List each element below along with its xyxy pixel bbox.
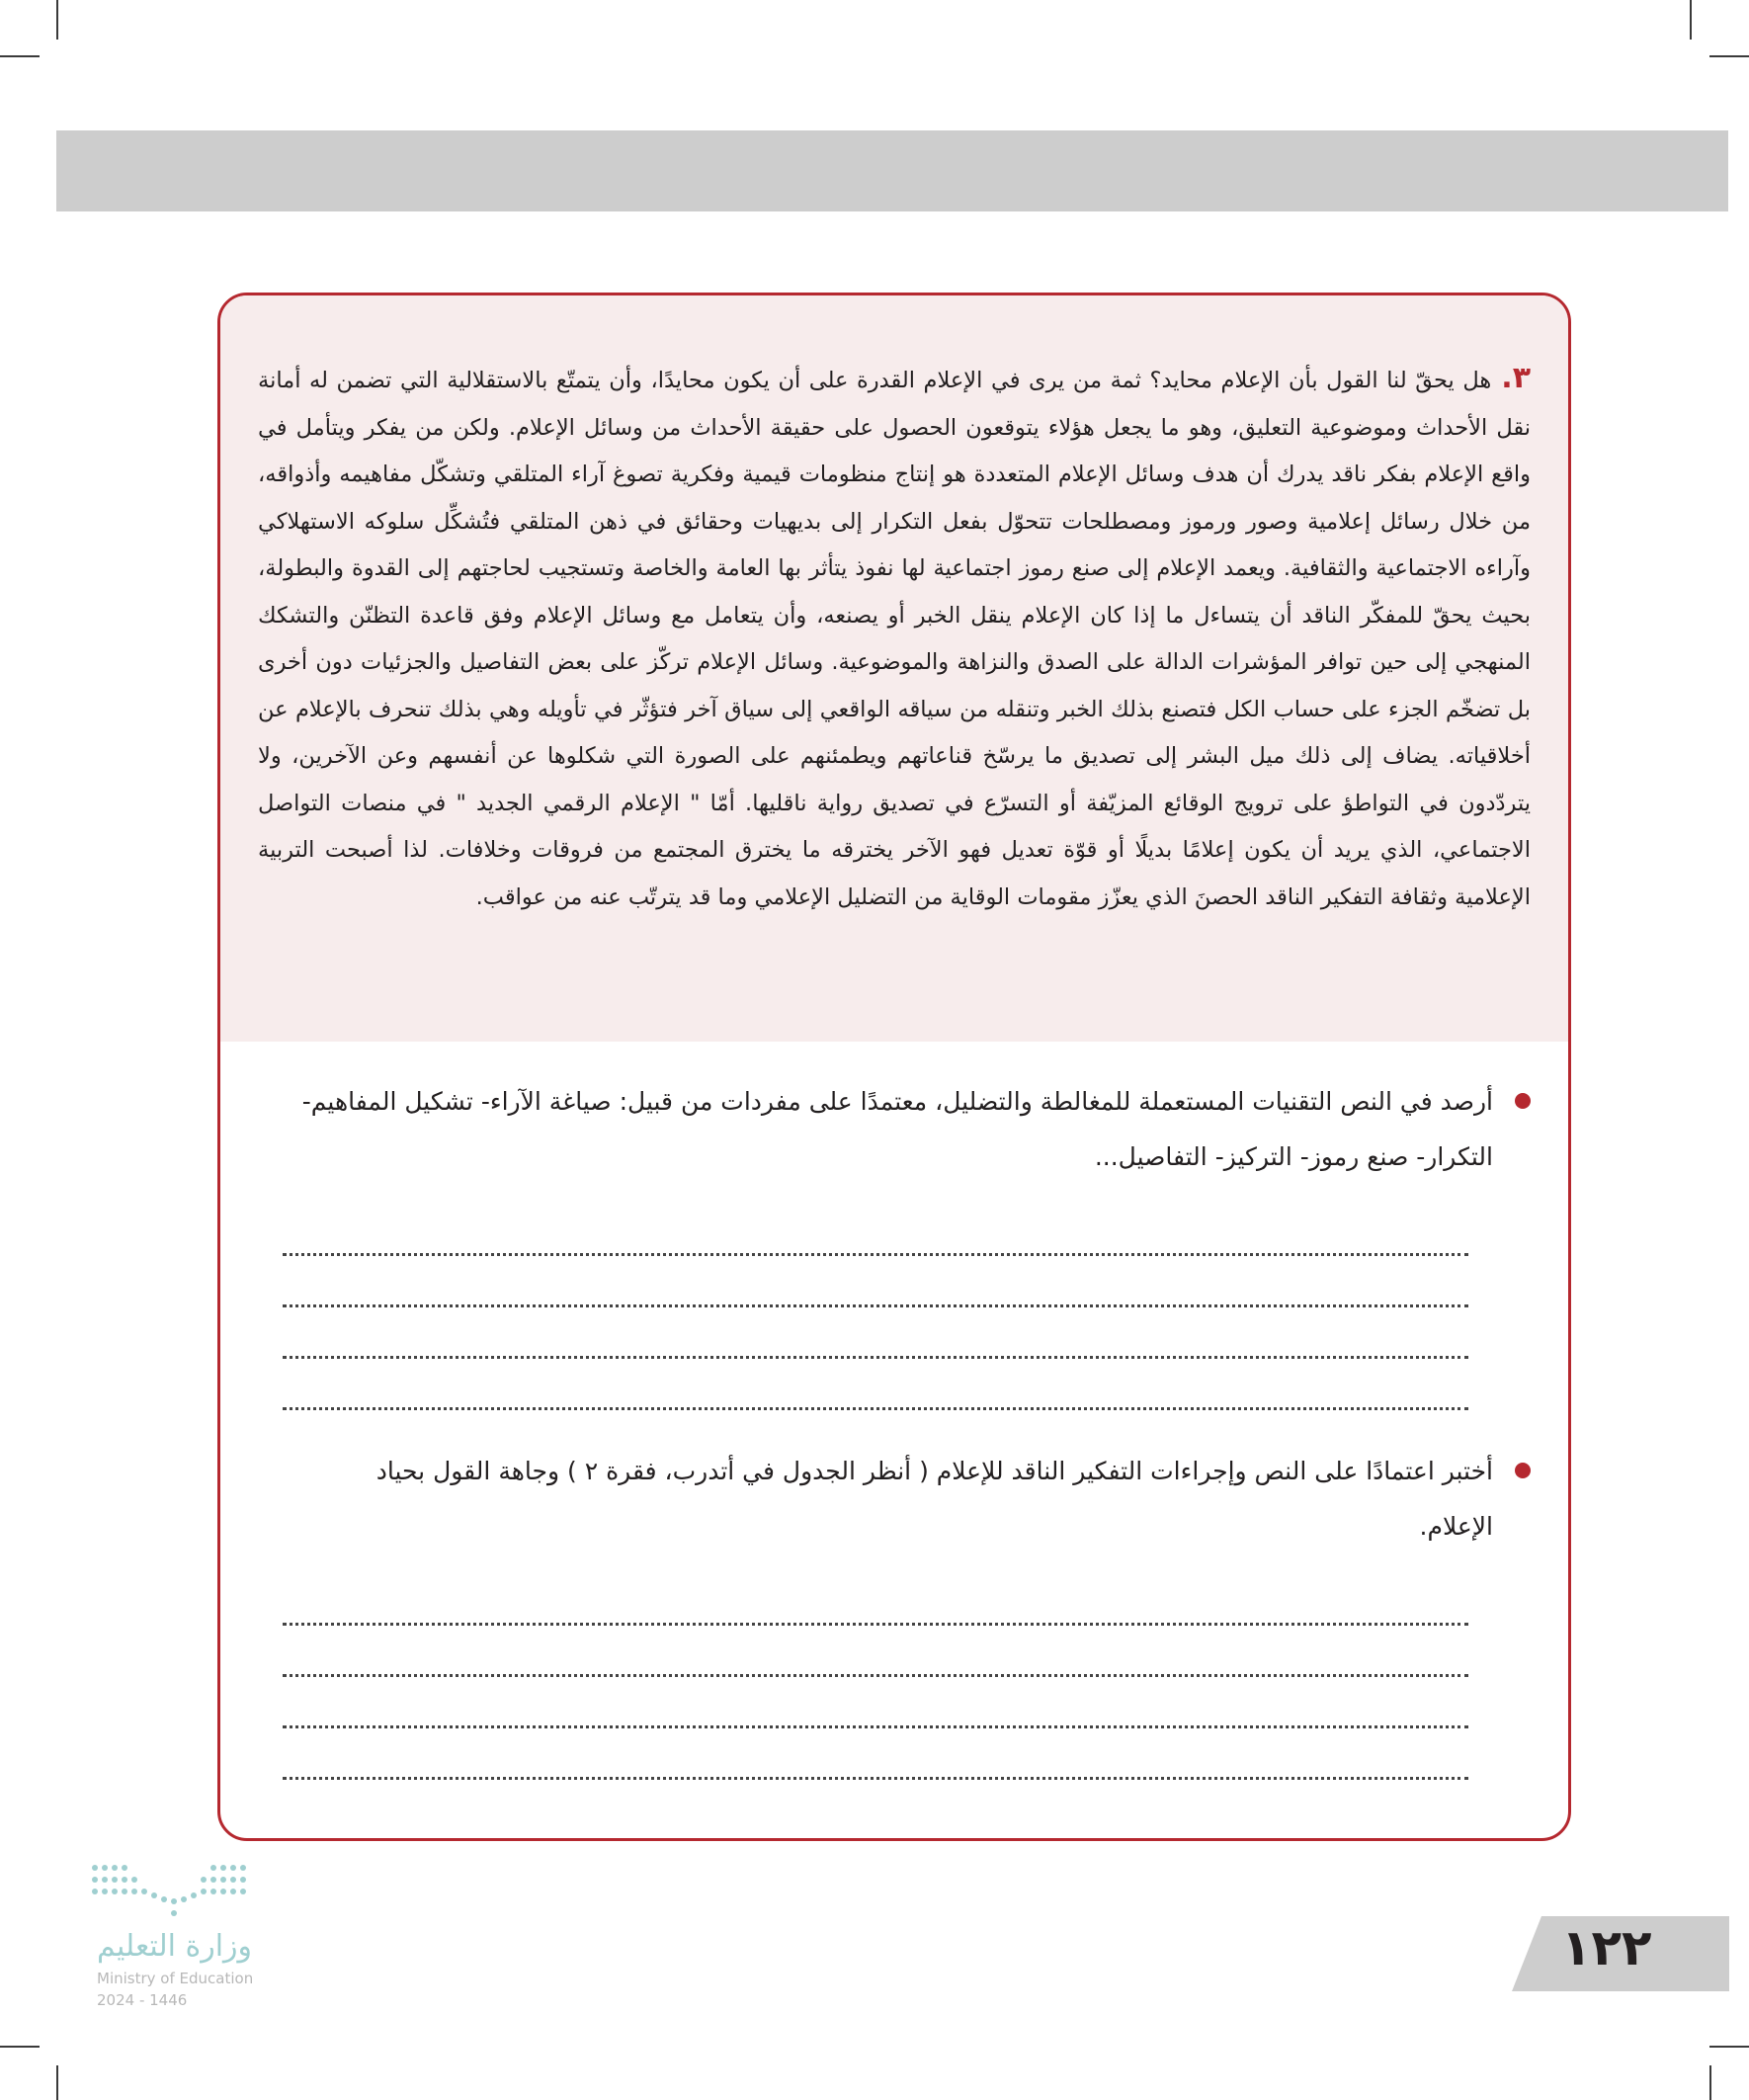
crop-mark bbox=[0, 55, 40, 57]
answer-line[interactable] bbox=[283, 1677, 1468, 1728]
answer-line[interactable] bbox=[283, 1574, 1468, 1626]
question-text: أختبر اعتمادًا على النص وإجراءات التفكير الناقد للإعلام ( أنظر الجدول في أتدرب، فقرة ٢ ) وجاهة القول بحياد الإعلام. bbox=[375, 1457, 1493, 1541]
crop-mark bbox=[1709, 2065, 1711, 2100]
crop-mark bbox=[56, 0, 58, 40]
activity-card bbox=[217, 293, 1571, 1841]
ministry-name-english: Ministry of Education bbox=[97, 1970, 254, 1987]
answer-line[interactable] bbox=[283, 1307, 1468, 1359]
crop-mark bbox=[1709, 2046, 1749, 2048]
answer-area[interactable] bbox=[283, 1205, 1468, 1410]
answer-line[interactable] bbox=[283, 1205, 1468, 1256]
answer-line[interactable] bbox=[283, 1626, 1468, 1677]
bullet-icon bbox=[1515, 1463, 1531, 1478]
reading-passage bbox=[220, 295, 1568, 1042]
edition-year: 2024 - 1446 bbox=[97, 1991, 188, 2009]
passage-text: هل يحقّ لنا القول بأن الإعلام محايد؟ ثمة من يرى في الإعلام القدرة على أن يكون محايدًا، وأن يتمتّع بالاستقلالية التي تضمن له أمانة نقل الأحداث وموضوعية التعليق، وهو ما يجعل هؤلاء يتوقعون الحصول على حقيقة الأحداث من وسائل الإعلام. ولكن من يفكر ويتأمل في واقع الإعلام بفكر ناقد يدرك أن هدف وسائل الإعلام المتعددة هو إنتاج منظومات قيمية وفكرية تصوغ آراء المتلقي وتشكّل مفاهيمه وأذواقه، من خلال رسائل إعلامية وصور ورموز ومصطلحات تتحوّل بفعل التكرار إلى بديهيات وحقائق في ذهن المتلقي فتُشكِّل سلوكه الاستهلاكي وآراءه الاجتماعية والثقافية. ويعمد الإعلام إلى صنع رموز اجتماعية لها نفوذ يتأثر بها العامة والخاصة وتستجيب لحاجتهم إلى القدوة والبطولة، بحيث يحقّ للمفكّر الناقد أن يتساءل ما إذا كان الإعلام ينقل الخبر أو يصنعه، وأن يتعامل مع وسائل الإعلام وفق قاعدة التظنّن والتشكك المنهجي إلى حين توافر المؤشرات الدالة على الصدق والنزاهة والموضوعية. وسائل الإعلام تركّز على بعض التفاصيل والجزئيات دون أخرى بل تضخّم الجزء على حساب الكل فتصنع بذلك الخبر وتنقله من سياقه الواقعي إلى سياق آخر فتؤثّر في تأويله وهي بذلك تنحرف بالإعلام عن أخلاقياته. يضاف إلى ذلك ميل البشر إلى تصديق ما يرسّخ قناعاتهم ويطمئنهم على الصورة التي شكلوها عن أنفسهم وعن الآخرين، ولا يتردّدون في التواطؤ على ترويج الوقائع المزيّفة أو التسرّع في تصديق رواية ناقليها. أمّا " الإعلام الرقمي الجديد " في منصات التواصل الاجتماعي، الذي يريد أن يكون إعلامًا بديلًا أو قوّة تعديل فهو الآخر يخترقه ما يخترق المجتمع من فروقات وخلافات. لذا أصبحت التربية الإعلامية وثقافة التفكير الناقد الحصنَ الذي يعزّز مقومات الوقاية من التضليل الإعلامي وما قد يترتّب عنه من عواقب. bbox=[258, 368, 1531, 910]
passage-paragraph bbox=[258, 355, 1531, 921]
answer-line[interactable] bbox=[283, 1728, 1468, 1780]
question-item bbox=[297, 1074, 1493, 1185]
bullet-icon bbox=[1515, 1093, 1531, 1109]
question-item bbox=[297, 1444, 1493, 1554]
crop-mark bbox=[0, 2046, 40, 2048]
ministry-name-arabic: وزارة التعليم bbox=[97, 1929, 253, 1964]
crop-mark bbox=[1690, 0, 1692, 40]
question-number: ٣. bbox=[1501, 361, 1531, 395]
page-number: ١٢٢ bbox=[1561, 1919, 1652, 1976]
crop-mark bbox=[56, 2065, 58, 2100]
crop-mark bbox=[1709, 55, 1749, 57]
answer-area[interactable] bbox=[283, 1574, 1468, 1780]
question-text: أرصد في النص التقنيات المستعملة للمغالطة والتضليل، معتمدًا على مفردات من قبيل: صياغة الآراء- تشكيل المفاهيم- التكرار- صنع رموز- التركيز- التفاصيل... bbox=[301, 1087, 1493, 1171]
answer-line[interactable] bbox=[283, 1359, 1468, 1410]
header-band bbox=[56, 130, 1728, 211]
answer-line[interactable] bbox=[283, 1256, 1468, 1307]
ministry-logo-dots-icon bbox=[89, 1860, 257, 1919]
